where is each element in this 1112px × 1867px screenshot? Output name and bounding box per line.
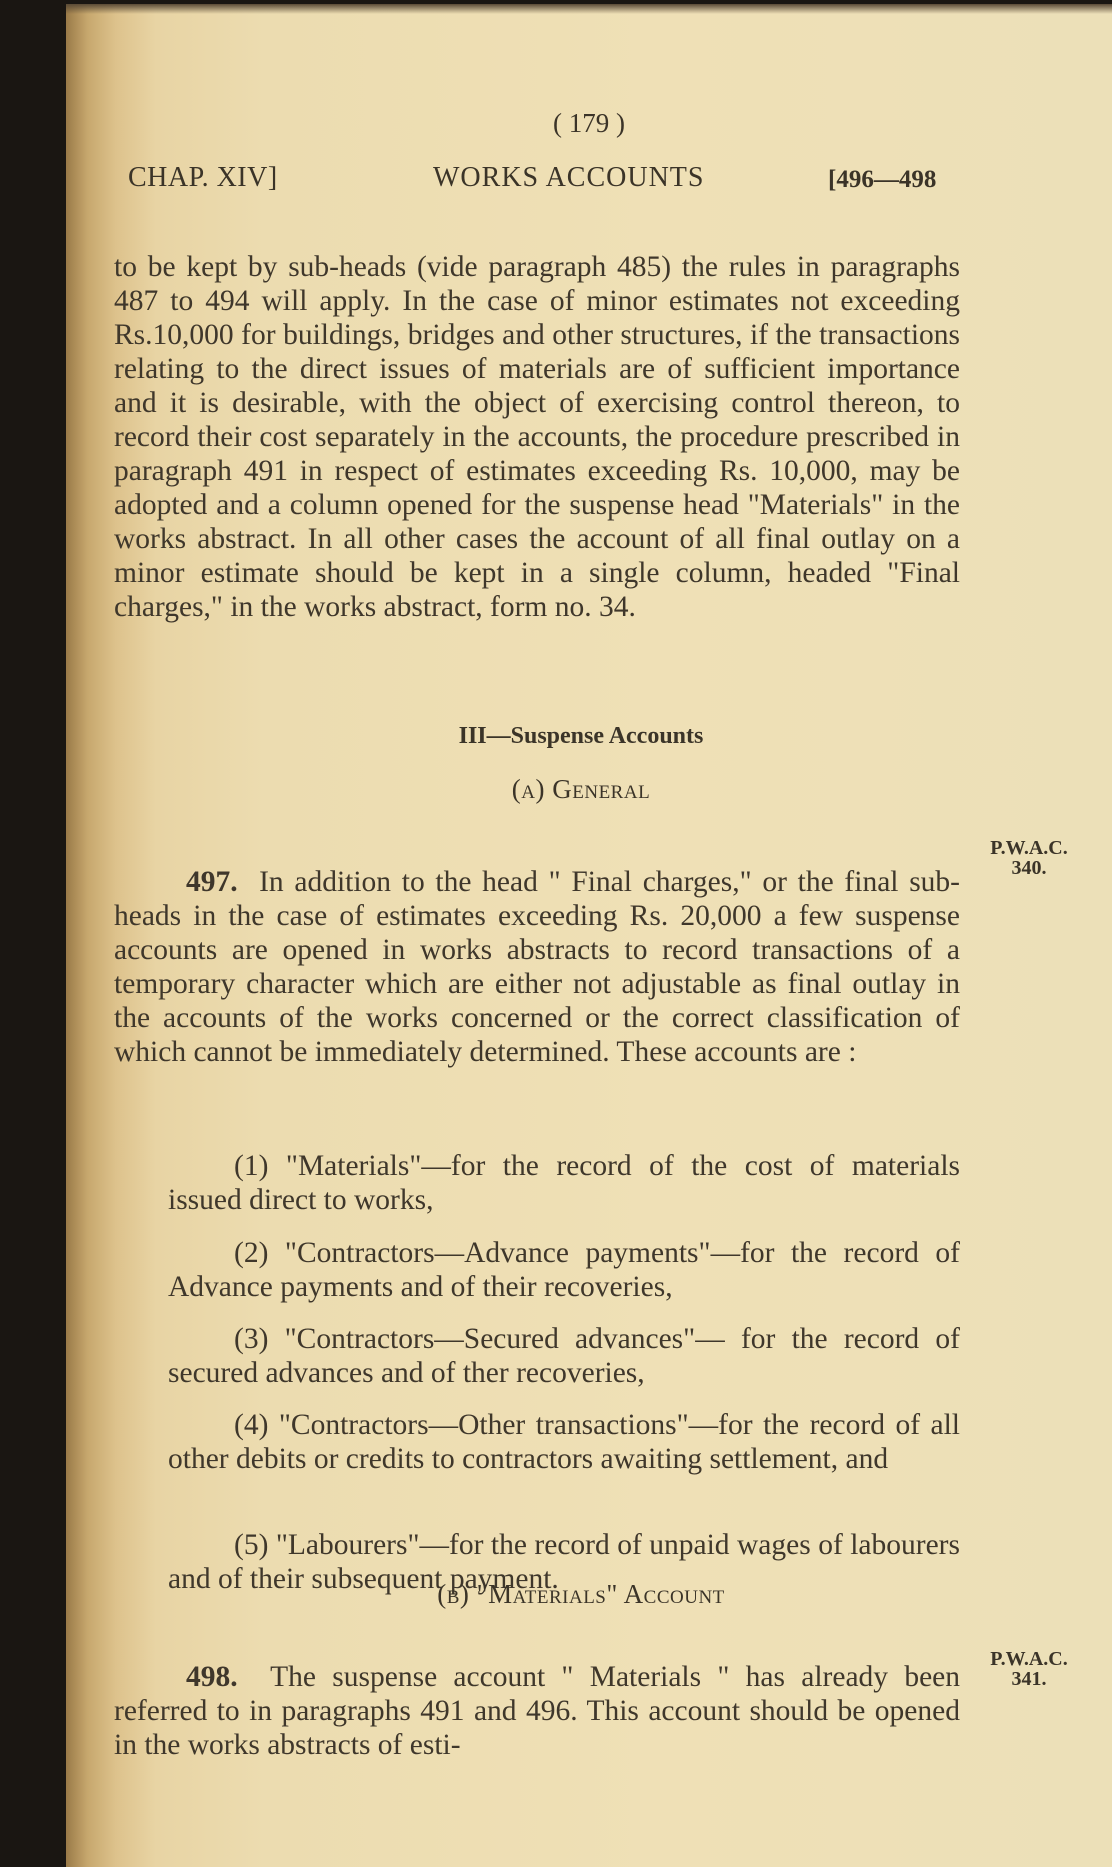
paragraph-497 bbox=[114, 865, 960, 1069]
paragraph-498 bbox=[114, 1660, 960, 1762]
page-number: ( 179 ) bbox=[553, 108, 625, 138]
list-item: (5) "Labourers"—for the record of unpaid wages of labourers and of their subsequent payment. bbox=[168, 1528, 960, 1595]
list-item: (1) "Materials"—for the record of the cost of materials issued direct to works, bbox=[168, 1149, 960, 1216]
paragraph-number: 498. bbox=[186, 1660, 238, 1693]
running-title: WORKS ACCOUNTS bbox=[433, 162, 705, 193]
list-item: (4) "Contractors—Other transactions"—for the record of all other debits or credits to contractors awaiting settlement, and bbox=[168, 1408, 960, 1475]
paragraph-text: In addition to the head " Final charges," or the final sub-heads in the case of estimates exceeding Rs. 20,000 a few suspense accounts are opened in works abstracts to record transactions of a temporary character which are either not adjustable as final outlay in the accounts of the works concerned or the correct classification of which cannot be immediately determined. These accounts are : bbox=[114, 865, 960, 1068]
continued-paragraph: to be kept by sub-heads (vide paragraph 485) the rules in paragraphs 487 to 494 will apply. In the case of minor estimates not exceeding Rs.10,000 for buildings, bridges and other structures, if the transactions relating to the direct issues of materials are of sufficient importance and it is desirable, with the object of exercising control thereon, to record their cost separately in the accounts, the procedure prescribed in paragraph 491 in respect of estimates exceeding Rs. 10,000, may be adopted and a column opened for the suspense head "Materials" in the works abstract. In all other cases the account of all final outlay on a minor estimate should be kept in a single column, headed "Final charges," in the works abstract, form no. 34. bbox=[114, 250, 960, 623]
book-page bbox=[66, 4, 1112, 1867]
chapter-label: CHAP. XIV] bbox=[128, 162, 278, 193]
subsection-materials: (b) "Materials" Account bbox=[437, 1579, 725, 1609]
paragraph-range: [496—498 bbox=[828, 166, 937, 193]
section-heading: III—Suspense Accounts bbox=[458, 723, 704, 749]
list-item: (2) "Contractors—Advance payments"—for the record of Advance payments and of their recoveries, bbox=[168, 1236, 960, 1303]
subsection-general: (a) General bbox=[511, 774, 651, 804]
margin-reference: P.W.A.C. 341. bbox=[990, 1648, 1068, 1690]
list-item: (3) "Contractors—Secured advances"— for the record of secured advances and of ther recoveries, bbox=[168, 1322, 960, 1389]
paragraph-number: 497. bbox=[186, 865, 238, 898]
margin-reference: P.W.A.C. 340. bbox=[990, 837, 1068, 879]
paragraph-text: The suspense account " Materials " has already been referred to in paragraphs 491 and 496. This account should be opened in the works abstracts of esti- bbox=[114, 1660, 961, 1761]
